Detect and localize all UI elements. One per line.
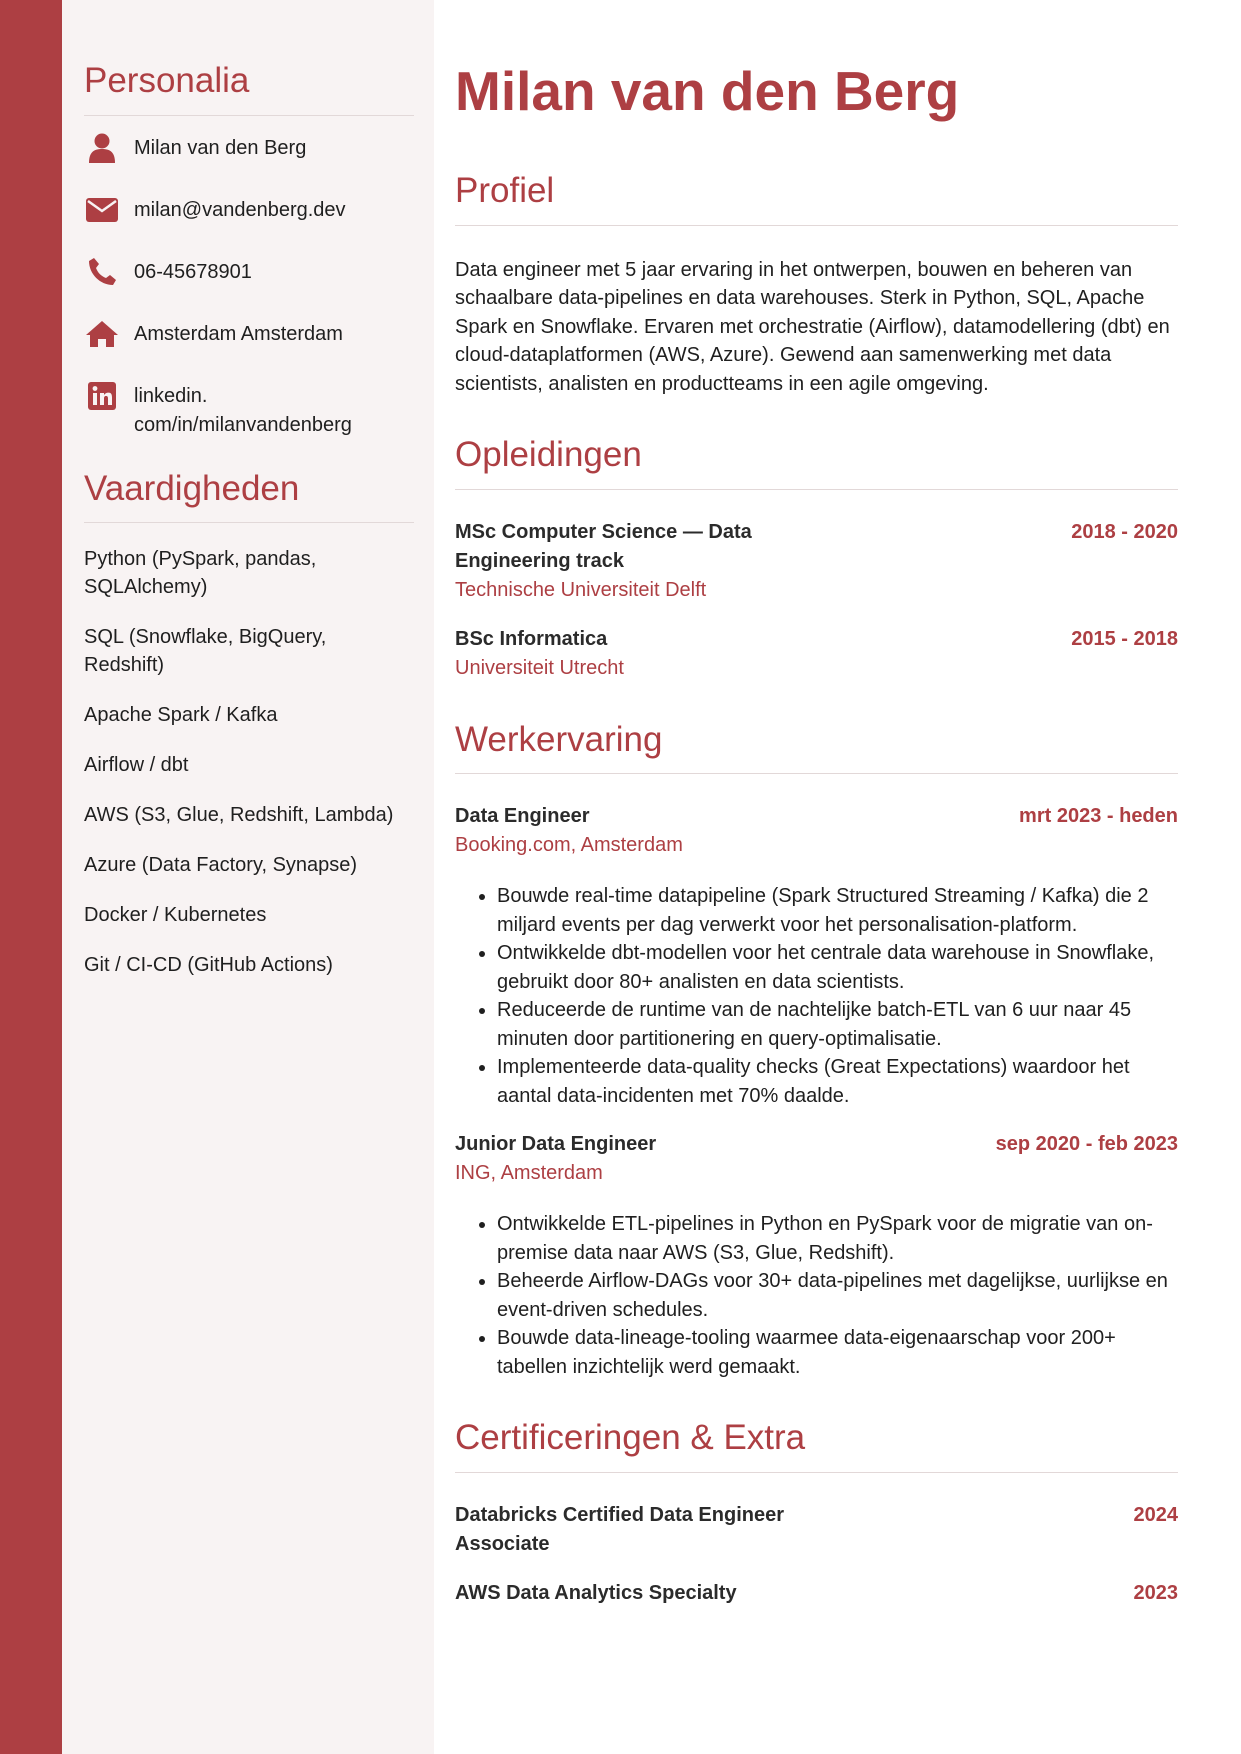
- envelope-icon: [84, 196, 120, 225]
- education-title: MSc Computer Science — Data Engineering track: [455, 520, 752, 572]
- certification-title: Databricks Certified Data Engineer Associate: [455, 1503, 784, 1555]
- job-bullet: • Reduceerde de runtime van de nachtelijke batch-ETL van 6 uur naar 45 minuten door partitionering en query-optimalisatie.: [497, 996, 1178, 1053]
- job-bullet: • Beheerde Airflow-DAGs voor 30+ data-pipelines met dagelijkse, uurlijkse en event-driven schedules.: [497, 1267, 1178, 1324]
- skill-item: Python (PySpark, pandas, SQLAlchemy): [84, 548, 317, 598]
- contact-list: [84, 134, 414, 440]
- contact-address-text: Amsterdam Amsterdam: [134, 322, 343, 345]
- education-date: 2018 - 2020: [1071, 520, 1178, 543]
- contact-linkedin: [84, 382, 414, 440]
- experience-entry: [455, 802, 1178, 1110]
- skill-item: Docker / Kubernetes: [84, 904, 267, 926]
- job-date: sep 2020 - feb 2023: [995, 1133, 1178, 1155]
- skill-item: Azure (Data Factory, Synapse): [84, 854, 358, 876]
- job-bullet: • Bouwde data-lineage-tooling waarmee data-eigenaarschap voor 200+ tabellen inzichtelijk werd gemaakt.: [497, 1324, 1178, 1381]
- education-date: 2015 - 2018: [1071, 627, 1178, 650]
- job-bullets: [455, 882, 1178, 1110]
- education-title: BSc Informatica: [455, 627, 608, 650]
- contact-linkedin-text[interactable]: linkedin. com/in/milanvandenberg: [134, 384, 352, 436]
- person-icon: [84, 134, 120, 163]
- profile-text: Data engineer met 5 jaar ervaring in het ontwerpen, bouwen en beheren van schaalbare data-pipelines en data warehouses. Sterk in Python, SQL, Apache Spark en Snowflake. Ervaren met orchestratie (Airflow), datamodellering (dbt) en cloud-dataplatformen (AWS, Azure). Gewend aan samenwerking met data scientists, analisten en productteams in een agile omgeving.: [455, 258, 1170, 395]
- education-heading: Opleidingen: [455, 436, 1178, 490]
- sidebar: [62, 0, 434, 1754]
- contact-name: [84, 134, 414, 163]
- job-company: Booking.com, Amsterdam: [455, 834, 683, 856]
- job-bullet: • Bouwde real-time datapipeline (Spark Structured Streaming / Kafka) die 2 miljard events per dag verwerkt voor het personalisation-platform.: [497, 882, 1178, 939]
- job-bullet: • Ontwikkelde dbt-modellen voor het centrale data warehouse in Snowflake, gebruikt door 80+ analisten en data scientists.: [497, 939, 1178, 996]
- personalia-heading: Personalia: [84, 62, 414, 116]
- candidate-name: Milan van den Berg: [455, 60, 960, 122]
- skill-item: AWS (S3, Glue, Redshift, Lambda): [84, 804, 394, 826]
- phone-icon: [84, 258, 120, 287]
- job-bullets: [455, 1210, 1178, 1381]
- job-bullet: • Ontwikkelde ETL-pipelines in Python en PySpark voor de migratie van on-premise data naar AWS (S3, Glue, Redshift).: [497, 1210, 1178, 1267]
- contact-phone-text: 06-45678901: [134, 260, 252, 283]
- job-company: ING, Amsterdam: [455, 1162, 603, 1184]
- job-date: mrt 2023 - heden: [1019, 805, 1178, 827]
- skills-list: [84, 545, 414, 979]
- job-bullet: • Implementeerde data-quality checks (Great Expectations) waardoor het aantal data-incidenten met 70% daalde.: [497, 1053, 1178, 1110]
- job-title: Junior Data Engineer: [455, 1133, 657, 1155]
- contact-address: [84, 320, 414, 349]
- certifications-heading: Certificeringen & Extra: [455, 1419, 1178, 1473]
- skill-item: Airflow / dbt: [84, 754, 189, 776]
- education-institution: Technische Universiteit Delft: [455, 578, 707, 601]
- certification-title: AWS Data Analytics Specialty: [455, 1581, 737, 1604]
- linkedin-icon: [84, 382, 120, 411]
- contact-email: [84, 196, 414, 225]
- skills-heading: Vaardigheden: [84, 470, 414, 524]
- home-icon: [84, 320, 120, 349]
- education-institution: Universiteit Utrecht: [455, 656, 624, 679]
- contact-email-text: milan@vandenberg.dev: [134, 198, 346, 221]
- job-title: Data Engineer: [455, 805, 590, 827]
- experience-heading: Werkervaring: [455, 721, 1178, 775]
- certification-date: 2024: [1133, 1503, 1178, 1526]
- education-entry: [455, 625, 1178, 683]
- skill-item: Apache Spark / Kafka: [84, 704, 278, 726]
- certification-date: 2023: [1133, 1581, 1178, 1604]
- main-content: [455, 58, 1178, 1608]
- education-entry: [455, 518, 1178, 605]
- contact-phone: [84, 258, 414, 287]
- skill-item: SQL (Snowflake, BigQuery, Redshift): [84, 626, 327, 676]
- experience-entry: [455, 1130, 1178, 1381]
- certification-entry: [455, 1579, 1178, 1608]
- profile-heading: Profiel: [455, 172, 1178, 226]
- certification-entry: [455, 1501, 1178, 1559]
- skill-item: Git / CI-CD (GitHub Actions): [84, 954, 333, 976]
- accent-stripe: [0, 0, 62, 1754]
- contact-name-text: Milan van den Berg: [134, 136, 307, 159]
